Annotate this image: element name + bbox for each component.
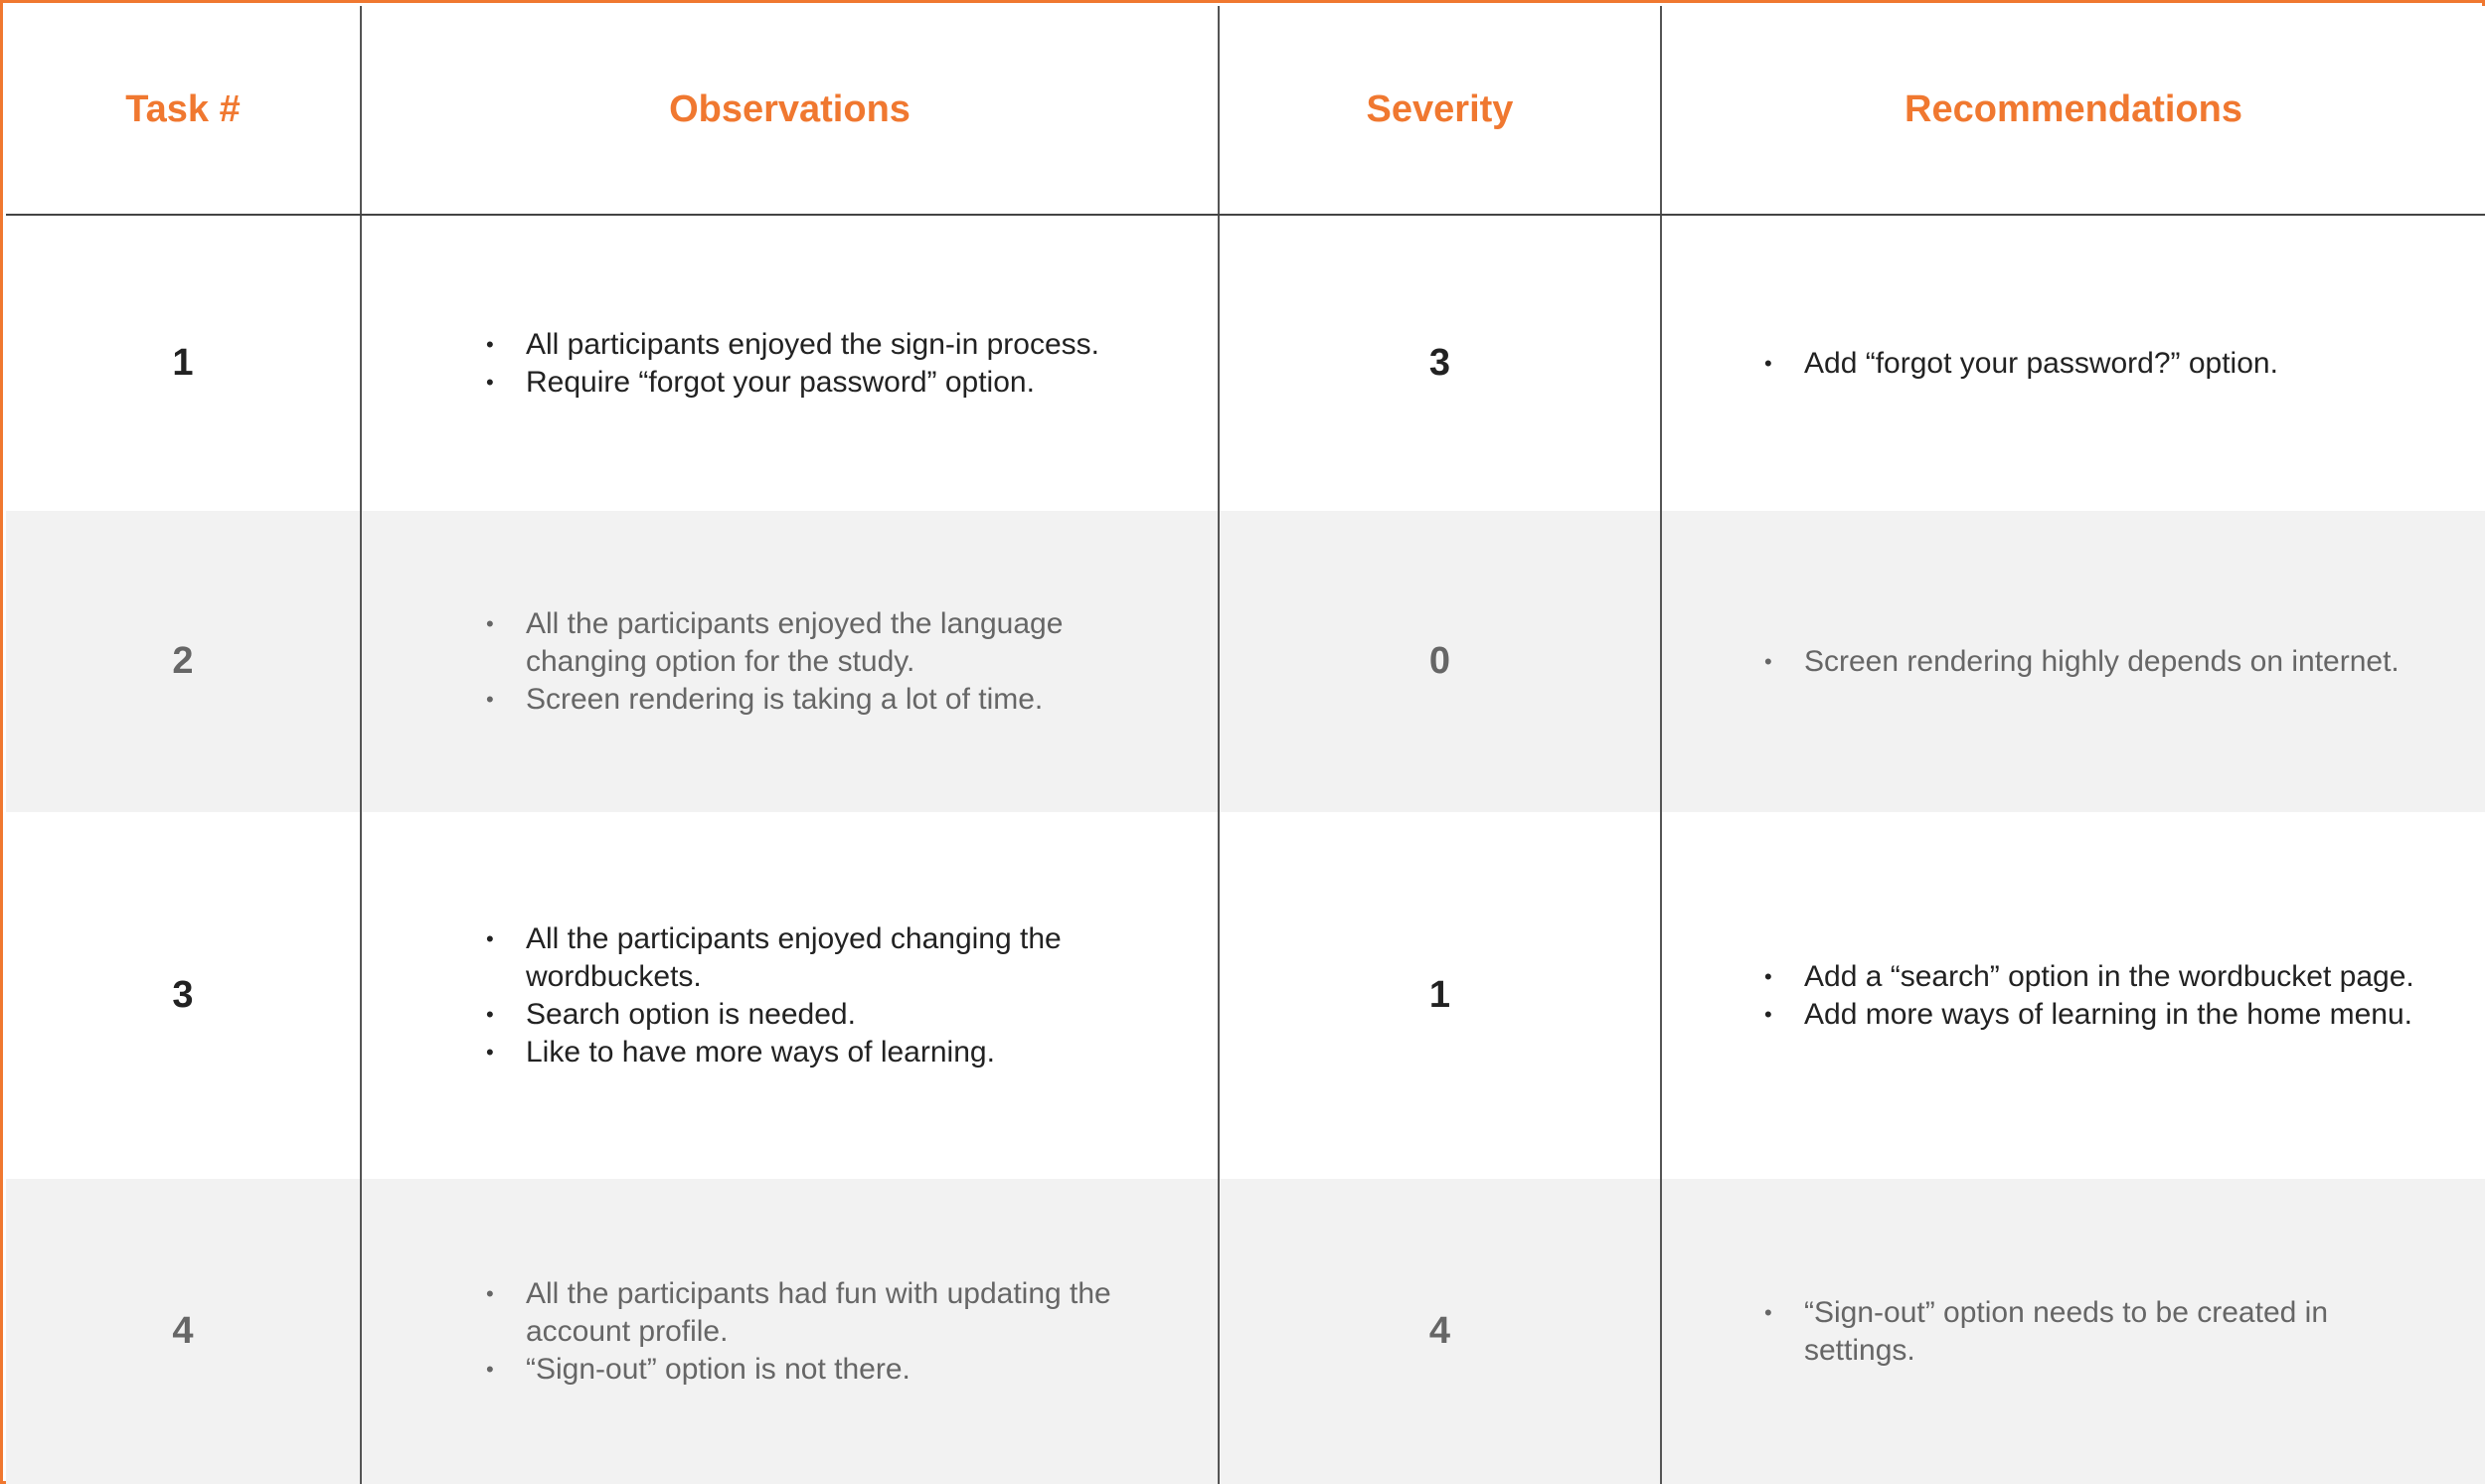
table-row: [6, 812, 2485, 1179]
list-item: • “Sign-out” option is not there.: [483, 1351, 1158, 1389]
header-recommendations: Recommendations: [1661, 6, 2485, 215]
observations-list: [483, 1275, 1158, 1389]
list-item: • Screen rendering is taking a lot of time.: [483, 681, 1158, 719]
header-observations: Observations: [361, 6, 1219, 215]
recommendations-cell: [1661, 812, 2485, 1179]
recommendations-list: [1761, 1294, 2425, 1370]
observations-list: [483, 326, 1158, 402]
observations-cell: [361, 1179, 1219, 1484]
list-item: • Add more ways of learning in the home menu.: [1761, 996, 2425, 1034]
observations-cell: [361, 215, 1219, 511]
recommendations-list: [1761, 643, 2425, 681]
observations-cell: [361, 812, 1219, 1179]
list-item: • Add “forgot your password?” option.: [1761, 345, 2425, 383]
observations-list: [483, 920, 1158, 1072]
observations-cell: [361, 511, 1219, 812]
observations-list: [483, 605, 1158, 719]
list-item: • “Sign-out” option needs to be created in settings.: [1761, 1294, 2425, 1370]
recommendations-list: [1761, 345, 2425, 383]
header-row: [6, 6, 2485, 215]
list-item: • Require “forgot your password” option.: [483, 364, 1158, 402]
header-severity: Severity: [1219, 6, 1661, 215]
severity-value: 4: [1219, 1179, 1661, 1484]
list-item: • All the participants had fun with updating the account profile.: [483, 1275, 1158, 1351]
recommendations-list: [1761, 958, 2425, 1034]
recommendations-cell: [1661, 1179, 2485, 1484]
list-item: • Screen rendering highly depends on internet.: [1761, 643, 2425, 681]
list-item: • All the participants enjoyed the language changing option for the study.: [483, 605, 1158, 681]
severity-value: 1: [1219, 812, 1661, 1179]
recommendations-cell: [1661, 215, 2485, 511]
list-item: • Like to have more ways of learning.: [483, 1034, 1158, 1072]
header-task: Task #: [6, 6, 361, 215]
list-item: • All participants enjoyed the sign-in process.: [483, 326, 1158, 364]
table-row: [6, 215, 2485, 511]
list-item: • Add a “search” option in the wordbucket page.: [1761, 958, 2425, 996]
severity-value: 3: [1219, 215, 1661, 511]
list-item: • All the participants enjoyed changing the wordbuckets.: [483, 920, 1158, 996]
table-row: [6, 1179, 2485, 1484]
severity-value: 0: [1219, 511, 1661, 812]
task-number: 3: [6, 812, 361, 1179]
recommendations-cell: [1661, 511, 2485, 812]
list-item: • Search option is needed.: [483, 996, 1158, 1034]
table-row: [6, 511, 2485, 812]
task-number: 1: [6, 215, 361, 511]
findings-table: [6, 6, 2485, 1484]
task-number: 2: [6, 511, 361, 812]
task-number: 4: [6, 1179, 361, 1484]
